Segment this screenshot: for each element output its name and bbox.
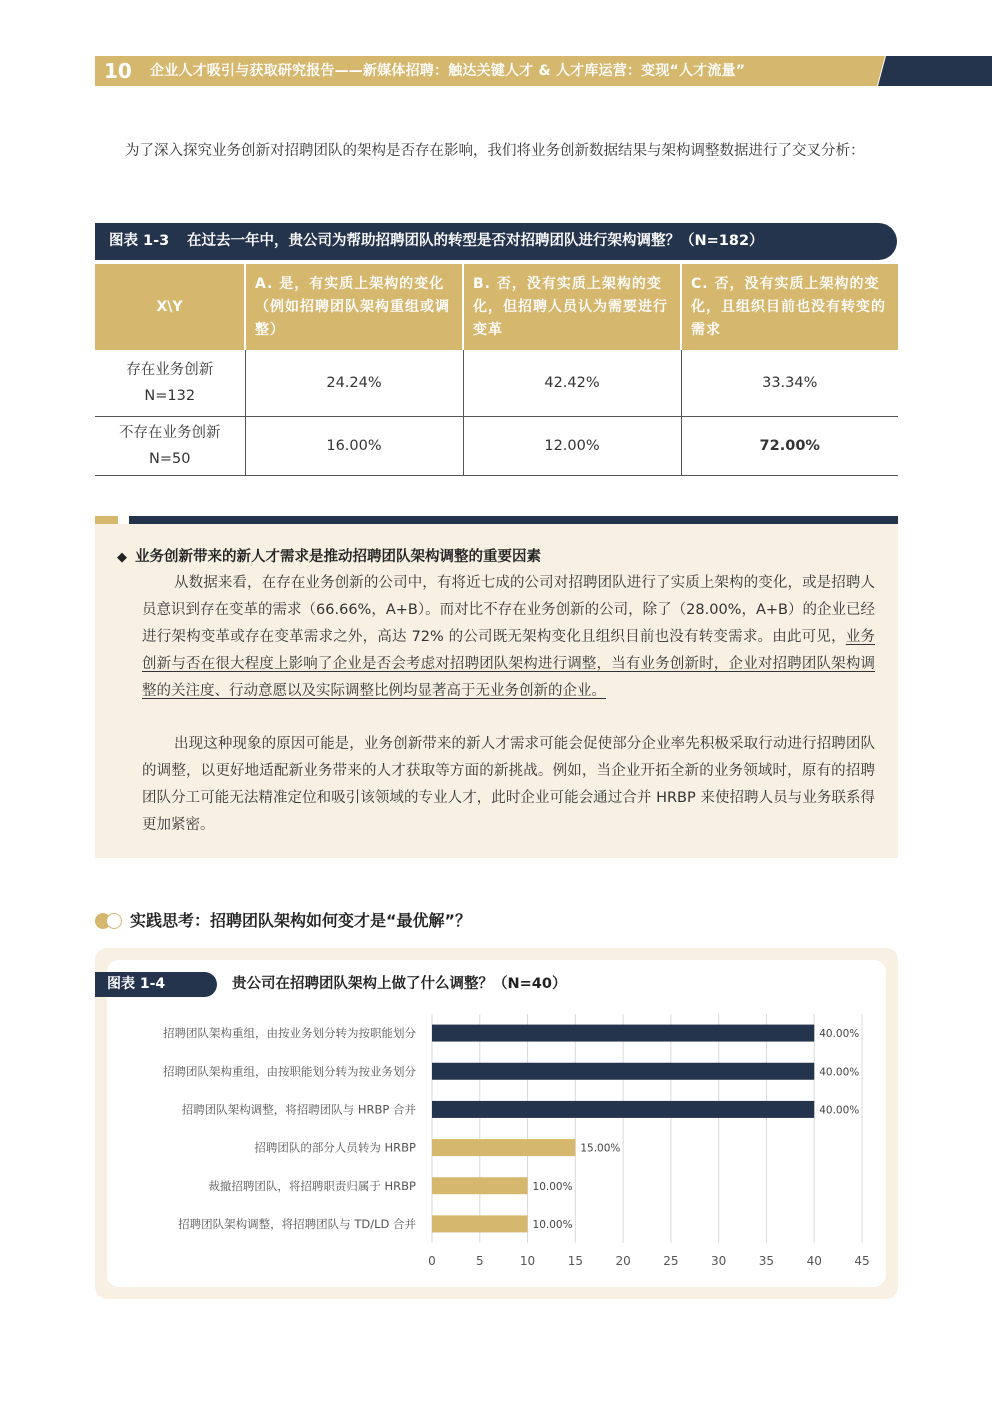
tick-label: 45 (854, 1254, 870, 1268)
tick-label: 10 (519, 1254, 536, 1268)
bar (432, 1063, 814, 1080)
table-header: B. 否，没有实质上架构的变化，但招聘人员认为需要进行变革 (463, 264, 681, 350)
row-sample-size: N=132 (144, 388, 196, 404)
tick-label: 25 (663, 1254, 679, 1268)
category-label: 招聘团队架构重组，由按职能划分转为按业务划分 (163, 1064, 416, 1079)
table-header: X\Y (95, 264, 245, 350)
table-cell: 42.42% (463, 350, 681, 417)
table-header: A. 是，有实质上架构的变化（例如招聘团队架构重组或调整） (245, 264, 463, 350)
row-label: 存在业务创新 (126, 362, 214, 378)
table-cell-highlight: 72.00% (681, 417, 898, 476)
row-label: 不存在业务创新 (119, 425, 221, 441)
bar (432, 1025, 814, 1042)
data-label: 40.00% (819, 1104, 860, 1117)
tick-label: 40 (806, 1254, 822, 1268)
report-title: 企业人才吸引与获取研究报告——新媒体招聘：触达关键人才 & 人才库运营：变现“人才流量” (150, 63, 746, 79)
data-label: 10.00% (532, 1180, 573, 1193)
tick-label: 15 (567, 1254, 583, 1268)
figure-1-4-title: 贵公司在招聘团队架构上做了什么调整？（N=40） (232, 976, 567, 992)
tick-label: 20 (615, 1254, 631, 1268)
category-label: 招聘团队架构重组，由按业务划分转为按职能划分 (163, 1026, 416, 1041)
diamond-bullet-icon: ◆ (117, 550, 127, 565)
analysis-text: 从数据来看，在存在业务创新的公司中，有将近七成的公司对招聘团队进行了实质上架构的变化，或是招聘人员意识到存在变革的需求（66.66%，A+B）。而对比不存在业务创新的公司，除了（28.00%，A+B）的企业已经进行架构变革或存在变革需求之外，高达 72% 的公司既无架构变化且组织目前也没有转变需求。由此可见， (142, 575, 875, 645)
tick-label: 0 (428, 1254, 436, 1268)
analysis-heading-text: 业务创新带来的新人才需求是推动招聘团队架构调整的重要因素 (135, 549, 541, 565)
category-label: 裁撤招聘团队，将招聘职责归属于 HRBP (208, 1178, 416, 1193)
data-label: 40.00% (819, 1066, 860, 1079)
tick-label: 30 (711, 1254, 727, 1268)
tick-label: 35 (758, 1254, 775, 1268)
table-cell: 24.24% (245, 350, 463, 417)
table-cell: 33.34% (681, 350, 898, 417)
table-cell: 16.00% (245, 417, 463, 476)
bar (432, 1215, 528, 1232)
figure-title: 在过去一年中，贵公司为帮助招聘团队的转型是否对招聘团队进行架构调整？（N=182） (187, 233, 764, 249)
data-label: 40.00% (819, 1028, 860, 1041)
practice-heading-text: 实践思考：招聘团队架构如何变才是“最优解”？ (130, 911, 472, 930)
figure-label: 图表 1-3 (109, 233, 170, 249)
data-label: 10.00% (532, 1218, 573, 1231)
analysis-paragraph-2: 出现这种现象的原因可能是，业务创新带来的新人才需求可能会促使部分企业率先积极采取行动进行招聘团队的调整，以更好地适配新业务带来的人才获取等方面的新挑战。例如，当企业开拓全新的业务领域时，原有的招聘团队分工可能无法精准定位和吸引该领域的专业人才，此时企业可能会通过合并 HRBP 来使招聘人员与业务联系得更加紧密。 (142, 736, 875, 833)
category-label: 招聘团队架构调整，将招聘团队与 TD/LD 合并 (178, 1216, 416, 1231)
category-label: 招聘团队架构调整，将招聘团队与 HRBP 合并 (181, 1102, 416, 1117)
table-cell: 12.00% (463, 417, 681, 476)
bar (432, 1139, 575, 1156)
page-number: 10 (104, 59, 132, 83)
table-header: C. 否，没有实质上架构的变化，且组织目前也没有转变的需求 (681, 264, 898, 350)
intro-paragraph: 为了深入探究业务创新对招聘团队的架构是否存在影响，我们将业务创新数据结果与架构调整数据进行了交叉分析： (125, 143, 865, 159)
bar (432, 1177, 528, 1194)
figure-1-4-label: 图表 1-4 (95, 972, 217, 997)
data-label: 15.00% (580, 1142, 621, 1155)
category-label: 招聘团队的部分人员转为 HRBP (254, 1140, 416, 1155)
analysis-underlined-conclusion: 业务创新与否在很大程度上影响了企业是否会考虑对招聘团队架构进行调整，当有业务创新时，企业对招聘团队架构调整的关注度、行动意愿以及实际调整比例均显著高于无业务创新的企业。 (142, 629, 875, 699)
row-sample-size: N=50 (149, 451, 191, 467)
bar (432, 1101, 814, 1118)
tick-label: 5 (475, 1254, 484, 1268)
